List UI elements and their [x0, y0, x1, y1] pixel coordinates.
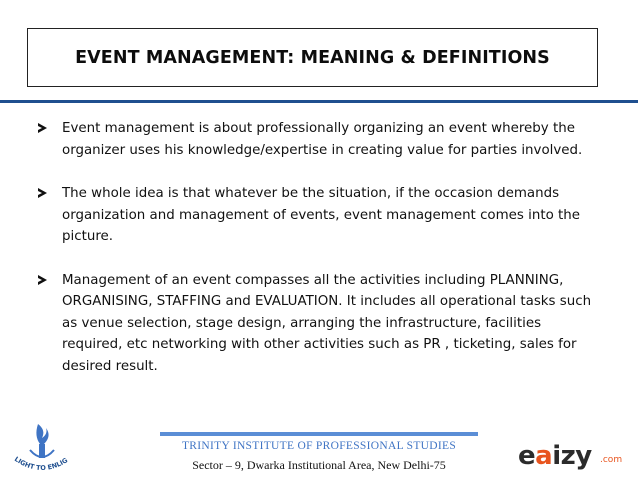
- bullet-item: [38, 183, 598, 248]
- slide-title-box: [27, 28, 598, 87]
- logo-letter-a: a: [535, 441, 553, 471]
- slide-title: EVENT MANAGEMENT: MEANING & DEFINITIONS: [75, 47, 550, 68]
- header-divider: [0, 100, 638, 103]
- arrow-bullet-icon: [38, 188, 47, 198]
- logo-letters: izy: [552, 441, 592, 471]
- logo-suffix: .com: [600, 455, 623, 465]
- bullet-item: [38, 270, 598, 378]
- bullet-text: Event management is about professionally organizing an event whereby the organizer uses his knowledge/expertise in creating value for parties involved.: [62, 121, 583, 158]
- footer-address: Sector – 9, Dwarka Institutional Area, New Delhi-75: [192, 458, 446, 472]
- footer-institute: TRINITY INSTITUTE OF PROFESSIONAL STUDIES: [181, 440, 457, 452]
- eazy-logo: [518, 441, 636, 475]
- logo-caption: LIGHT TO ENLIG: [12, 455, 70, 473]
- eazy-logo-text: [518, 441, 592, 471]
- bullet-text: Management of an event compasses all the activities including PLANNING, ORGANISING, STAFFING and EVALUATION. It includes all operational tasks such as venue selection, stage design, arranging the infrastructure, facilities required, etc networking with other activities such as PR , ticketing, sales for desired result.: [62, 272, 592, 374]
- institute-logo: [8, 420, 76, 476]
- footer-divider: [160, 432, 478, 436]
- arrow-bullet-icon: [38, 275, 47, 285]
- bullet-text: The whole idea is that whatever be the situation, if the occasion demands organization and management of events, event management comes into the picture.: [62, 186, 581, 244]
- logo-letter-e: e: [518, 441, 536, 471]
- torch-logo-icon: [8, 420, 76, 476]
- bullet-item: [38, 118, 598, 161]
- arrow-bullet-icon: [38, 123, 47, 133]
- bullet-list: [38, 118, 598, 399]
